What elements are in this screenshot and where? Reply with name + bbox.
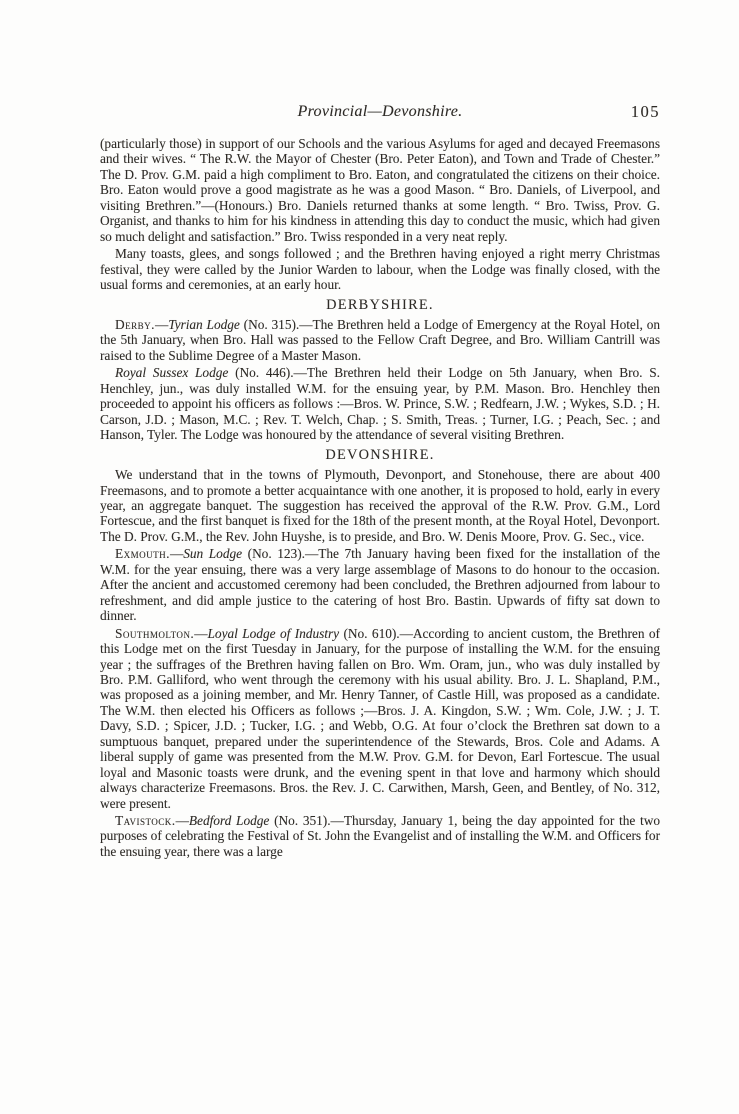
text-run: We understand that in the towns of Plymouth, Devonport, and Stonehouse, there are about 400 Freemasons, and to promote a better acquaintance with one another, it is proposed to hold, early in every year, an aggregate banquet. The suggestion has received the approval of the R.W. Prov. G.M., Lord Fortescue, and the first banquet is fixed for the 18th of the present month, at the Royal Hotel, Devonport. The D. Prov. G.M., the Rev. John Huyshe, is to preside, and Bro. W. Denis Moore, Prov. G. Sec., vice. xyxy=(100,467,660,544)
text-run: (No. 315).—The Brethren held a Lodge of Emergency at the Royal Hotel, on the 5th January, when Bro. Hall was passed to the Fellow Craft Degree, and Bro. William Cantrill was raised to the Sublime Degree of a Master Mason. xyxy=(100,316,660,363)
paragraph xyxy=(100,813,660,859)
text-run: (particularly those) in support of our Schools and the various Asylums for aged and decayed Freemasons and their wives. “ The R.W. the Mayor of Chester (Bro. Peter Eaton), and Town and Trade of Chester.” The D. Prov. G.M. paid a high compliment to Bro. Eaton, and congratulated the citizens on their choice. Bro. Eaton would prove a good magistrate as he was a good Mason. “ Bro. Daniels, of Liverpool, and visiting Brethren.”—(Honours.) Bro. Daniels returned thanks at some length. “ Bro. Twiss, Prov. G. Organist, and thanks to him for his kindness in attending this day to conduct the music, which had given so much delight and satisfaction.” Bro. Twiss responded in a very neat reply. xyxy=(100,136,660,244)
lodge-name: Bedford Lodge xyxy=(188,813,270,829)
place-lead-in: Southmolton. xyxy=(115,625,195,641)
paragraph xyxy=(100,136,660,244)
paragraph xyxy=(100,365,660,442)
text-run: Many toasts, glees, and songs followed ; and the Brethren having enjoyed a right merry Christmas festival, they were called by the Junior Warden to labour, when the Lodge was finally closed, with the usual forms and ceremonies, at an early hour. xyxy=(100,246,660,293)
lodge-name: Royal Sussex Lodge xyxy=(115,365,229,381)
place-lead-in: Exmouth. xyxy=(115,546,170,562)
text-run: — xyxy=(169,546,184,562)
text-run: (No. 446).—The Brethren held their Lodge on 5th January, when Bro. S. Henchley, jun., was duly installed W.M. for the ensuing year, by P.M. Mason. Bro. Henchley then proceeded to appoint his officers as follows :—Bros. W. Prince, S.W. ; Redfearn, J.W. ; Wykes, S.D. ; H. Carson, J.D. ; Mason, M.C. ; Rev. T. Welch, Chap. ; S. Smith, Treas. ; Turner, I.G. ; Peach, Sec. ; and Hanson, Tyler. The Lodge was honoured by the attendance of several visiting Brethren. xyxy=(100,365,660,443)
text-run: — xyxy=(154,316,169,332)
page-body xyxy=(100,136,660,859)
paragraph xyxy=(100,317,660,363)
place-lead-in: Tavistock. xyxy=(115,813,176,829)
running-head-title: Provincial—Devonshire. xyxy=(297,103,463,120)
paragraph xyxy=(100,546,660,623)
place-lead-in: Derby. xyxy=(115,316,155,332)
running-head xyxy=(100,103,660,123)
section-heading: DERBYSHIRE. xyxy=(326,296,434,313)
text-run: — xyxy=(194,625,208,641)
lodge-name: Sun Lodge xyxy=(183,546,243,562)
text-run: (No. 123).—The 7th January having been fixed for the installation of the W.M. for the year ensuing, there was a very large assemblage of Masons to do honour to the occasion. After the ancient and accustomed ceremony had been concluded, the Brethren adjourned from labour to refreshment, and did ample justice to the catering of host Bro. Bastin. Upwards of fifty sat down to dinner. xyxy=(100,546,660,624)
text-run: (No. 610).—According to ancient custom, the Brethren of this Lodge met on the first Tuesday in January, for the purpose of installing the W.M. for the ensuing year ; the suffrages of the Brethren having fallen on Bro. Wm. Oram, jun., who was duly installed by Bro. P.M. Galliford, who went through the ceremony with his usual ability. Bro. J. L. Shapland, P.M., was proposed as a joining member, and Mr. Henry Tanner, of Castle Hill, was proposed as a candidate. The W.M. then elected his Officers as follows ;—Bros. J. A. Kingdon, S.W. ; Wm. Cole, J.W. ; J. T. Davy, S.D. ; Spicer, J.D. ; Tucker, I.G. ; and Webb, O.G. At four o’clock the Brethren sat down to a sumptuous banquet, prepared under the superintendence of the Stewards, Bros. Cole and Adams. A liberal supply of game was presented from the M.W. Prov. G.M. for Devon, Earl Fortescue. The usual loyal and Masonic toasts were drunk, and the evening spent in that love and harmony which should always characterize Freemasons. Bros. the Rev. J. C. Carwithen, Marsh, Geen, and Bentley, of No. 312, were present. xyxy=(100,625,660,811)
lodge-name: Loyal Lodge of Industry xyxy=(207,625,340,641)
text-run: — xyxy=(175,813,189,829)
page-number: 105 xyxy=(630,102,660,121)
lodge-name: Tyrian Lodge xyxy=(168,316,240,332)
section-heading: DEVONSHIRE. xyxy=(325,446,435,463)
paragraph xyxy=(100,467,660,544)
text-run: (No. 351).—Thursday, January 1, being the day appointed for the two purposes of celebrating the Festival of St. John the Evangelist and of installing the W.M. and Officers for the ensuing year, there was a large xyxy=(100,813,660,859)
paragraph xyxy=(100,626,660,811)
paragraph xyxy=(100,246,660,292)
